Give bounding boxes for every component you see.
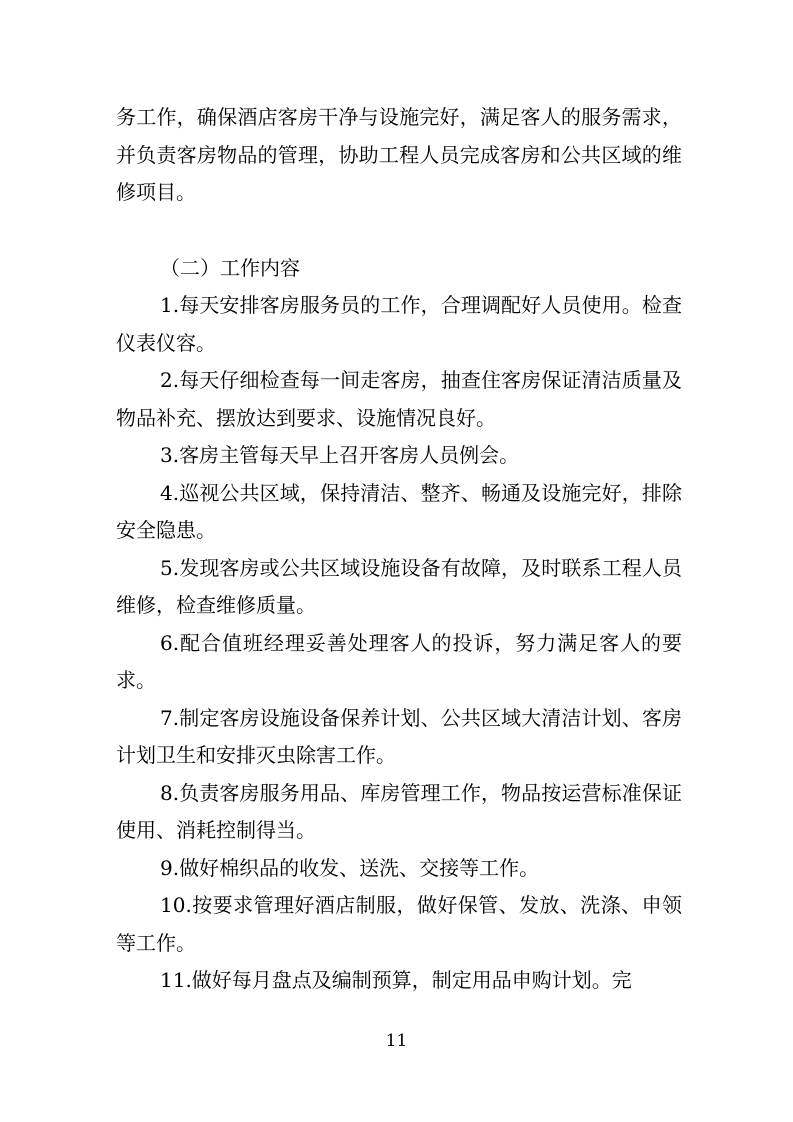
list-item-2: 2.每天仔细检查每一间走客房，抽查住客房保证清洁质量及物品补充、摆放达到要求、设施情况良好。 bbox=[116, 368, 682, 430]
list-item-3: 3.客房主管每天早上召开客房人员例会。 bbox=[160, 443, 520, 467]
page-number: 11 bbox=[385, 1031, 408, 1051]
document-body bbox=[116, 99, 682, 1000]
list-item-11: 11.做好每月盘点及编制预算，制定用品申购计划。完 bbox=[160, 968, 632, 992]
paragraph-spacer bbox=[116, 212, 682, 250]
list-item-4: 4.巡视公共区域，保持清洁、整齐、畅通及设施完好，排除安全隐患。 bbox=[116, 480, 682, 542]
list-item-6: 6.配合值班经理妥善处理客人的投诉，努力满足客人的要求。 bbox=[116, 630, 682, 692]
list-item-7: 7.制定客房设施设备保养计划、公共区域大清洁计划、客房计划卫生和安排灭虫除害工作。 bbox=[116, 705, 682, 767]
list-item-5: 5.发现客房或公共区域设施设备有故障，及时联系工程人员维修，检查维修质量。 bbox=[116, 555, 682, 617]
list-item-8: 8.负责客房服务用品、库房管理工作，物品按运营标准保证使用、消耗控制得当。 bbox=[116, 780, 682, 842]
list-item-9: 9.做好棉织品的收发、送洗、交接等工作。 bbox=[160, 855, 540, 880]
section-heading: （二）工作内容 bbox=[160, 255, 300, 280]
list-item-1: 1.每天安排客房服务员的工作，合理调配好人员使用。检查仪表仪容。 bbox=[116, 293, 682, 355]
intro-paragraph: 务工作，确保酒店客房干净与设施完好，满足客人的服务需求，并负责客房物品的管理，协助工程人员完成客房和公共区域的维修项目。 bbox=[116, 105, 682, 204]
list-item-10: 10.按要求管理好酒店制服，做好保管、发放、洗涤、申领等工作。 bbox=[116, 893, 682, 955]
